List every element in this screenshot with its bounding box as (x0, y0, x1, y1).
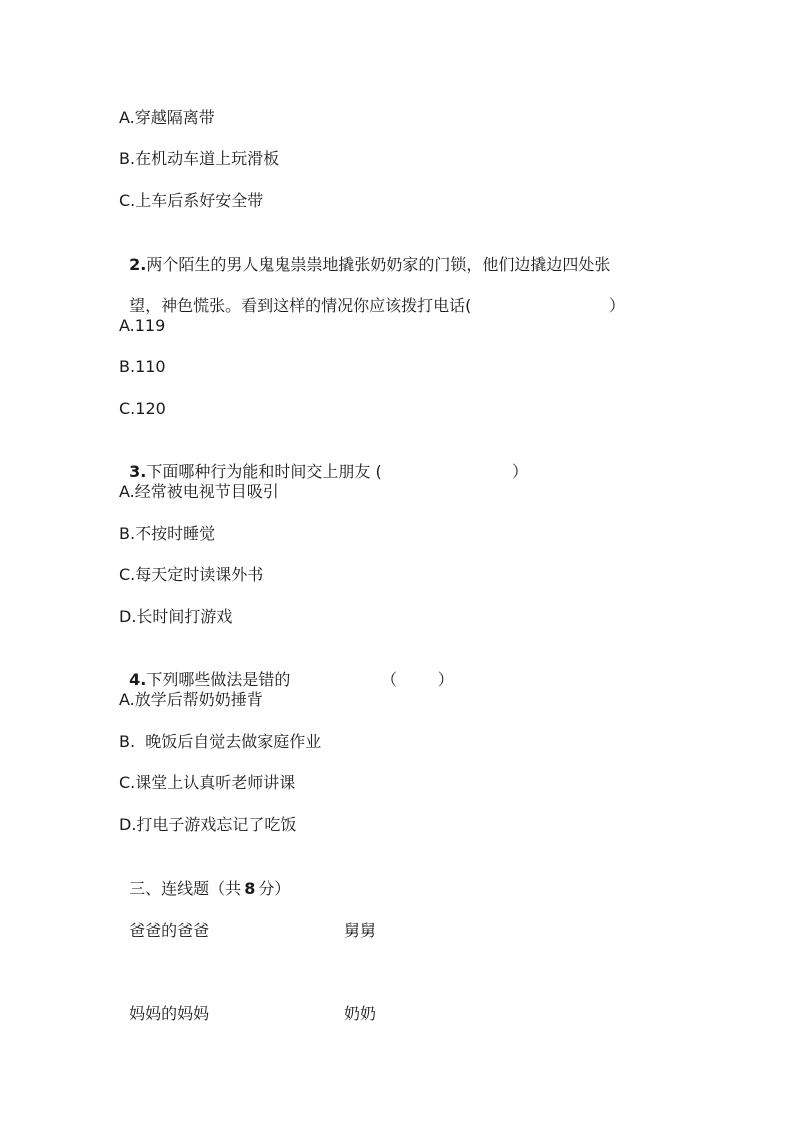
match-row (119, 981, 377, 1025)
q3-text: 下面哪种行为能和时间交上朋友 ( (146, 462, 382, 481)
q4-option-d: D.打电子游戏忘记了吃饭 (119, 815, 297, 834)
match-left: 妈妈的妈妈 (129, 1004, 210, 1023)
q3-option-d: D.长时间打游戏 (119, 607, 233, 626)
section3-title-prefix: 三、连线题（共 (129, 879, 242, 898)
q4-option-b: B. 晚饭后自觉去做家庭作业 (119, 732, 322, 751)
q4-option-c: C.课堂上认真听老师讲课 (119, 773, 296, 792)
q4-number: 4. (129, 670, 147, 689)
q3-option-b: B.不按时睡觉 (119, 524, 216, 543)
q2-option-c: C.120 (119, 399, 166, 418)
section3-title (119, 856, 290, 900)
q1-option-a: A.穿越隔离带 (119, 108, 215, 127)
q2-line2 (119, 273, 626, 317)
q3-close-paren: ） (512, 462, 529, 481)
match-row (119, 898, 377, 942)
match-right: 奶奶 (344, 1004, 377, 1023)
q4-option-a: A.放学后帮奶奶捶背 (119, 690, 263, 709)
section3-title-num: 8 (244, 879, 256, 898)
q2-number: 2. (129, 255, 147, 274)
q3-option-c: C.每天定时读课外书 (119, 565, 264, 584)
section3-title-suffix: 分） (258, 879, 291, 898)
q1-option-c: C.上车后系好安全带 (119, 191, 264, 210)
q4-line (119, 647, 454, 691)
q2-line1 (119, 232, 610, 276)
q4-text: 下列哪些做法是错的 (146, 670, 291, 689)
match-right: 舅舅 (344, 921, 377, 940)
q2-option-b: B.110 (119, 357, 166, 376)
q2-text-line1: 两个陌生的男人鬼鬼祟祟地撬张奶奶家的门锁，他们边撬边四处张 (146, 255, 611, 274)
q3-option-a: A.经常被电视节目吸引 (119, 482, 279, 501)
q4-parens: （ ） (381, 670, 454, 689)
q2-option-a: A.119 (119, 316, 166, 335)
q3-line (119, 439, 529, 483)
q2-text-line2: 望，神色慌张。看到这样的情况你应该拨打电话( (129, 296, 472, 315)
match-left: 爸爸的爸爸 (129, 921, 210, 940)
q3-number: 3. (129, 462, 147, 481)
q2-close-paren: ） (609, 296, 626, 315)
q1-option-b: B.在机动车道上玩滑板 (119, 149, 280, 168)
